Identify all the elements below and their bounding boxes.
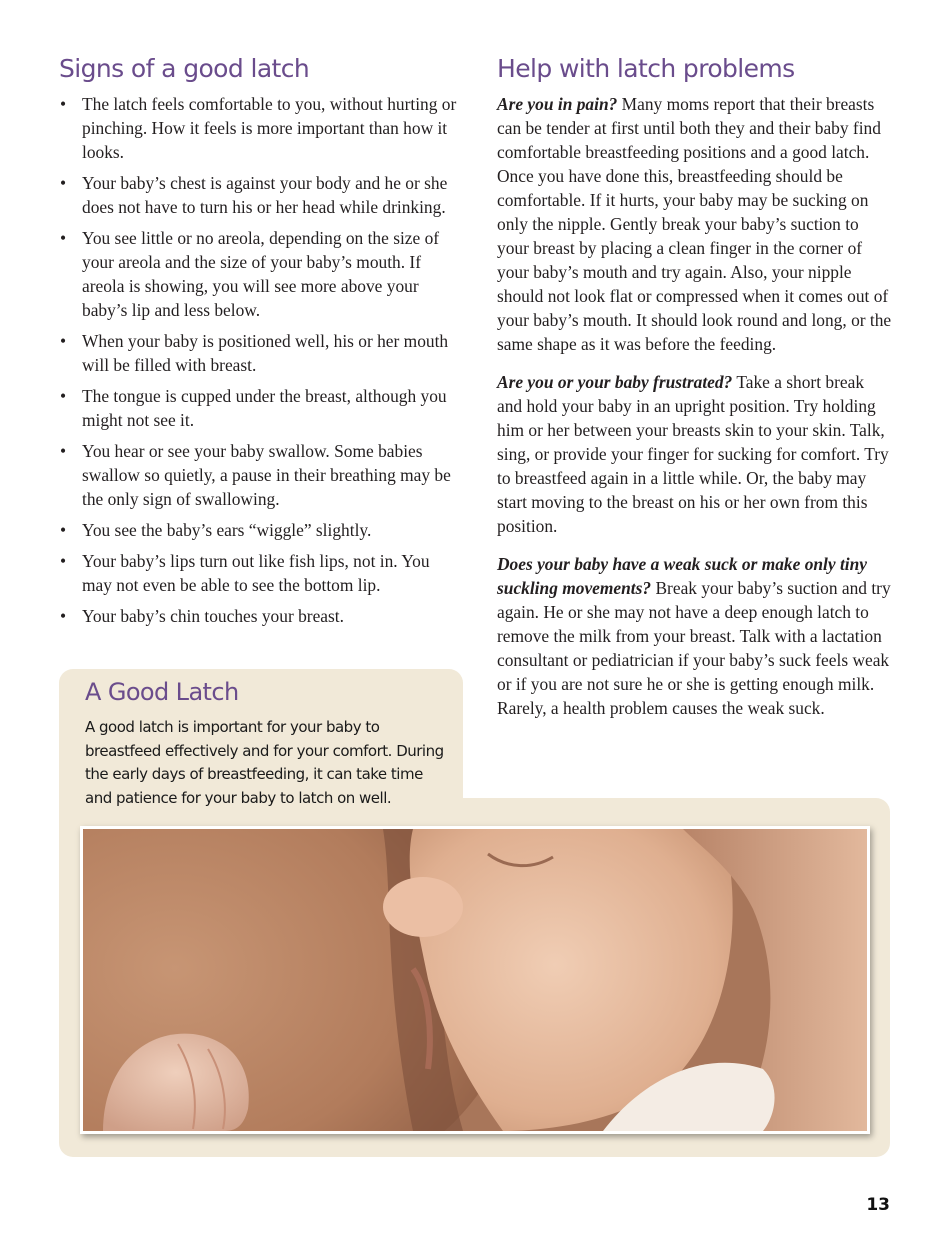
list-item	[59, 384, 459, 432]
paragraph-lead: Are you in pain?	[497, 94, 618, 114]
paragraph-lead: Does your baby have a weak suck or make only tiny suckling movements?	[497, 554, 868, 598]
list-item-text: The tongue is cupped under the breast, although you might not see it.	[82, 386, 447, 430]
list-item-text: You hear or see your baby swallow. Some babies swallow so quietly, a pause in their breathing may be the only sign of swallowing.	[82, 441, 451, 509]
list-item-text: Your baby’s chest is against your body and he or she does not have to turn his or her head while drinking.	[82, 173, 448, 217]
list-item-text: You see the baby’s ears “wiggle” slightly.	[82, 520, 372, 540]
list-item	[59, 226, 459, 322]
list-item	[59, 92, 459, 164]
list-item-text: The latch feels comfortable to you, without hurting or pinching. How it feels is more important than how it looks.	[82, 94, 457, 162]
list-item	[59, 439, 459, 511]
callout-body: A good latch is important for your baby to breastfeed effectively and for your comfort. During the early days of breastfeeding, it can take time and patience for your baby to latch on well.	[85, 718, 444, 807]
paragraph-pain	[497, 92, 893, 356]
bullet-marker: •	[60, 386, 67, 406]
page-number: 13	[866, 1195, 890, 1215]
list-item	[59, 329, 459, 377]
list-item	[59, 518, 459, 542]
list-item	[59, 171, 459, 219]
list-item	[59, 549, 459, 597]
bullet-marker: •	[60, 441, 67, 461]
bullet-marker: •	[60, 228, 67, 248]
list-item-text: You see little or no areola, depending on the size of your areola and the size of your baby’s mouth. If areola is showing, you will see more above your baby’s lip and less below.	[82, 228, 440, 320]
bullet-marker: •	[60, 606, 67, 626]
bullet-marker: •	[60, 94, 67, 114]
bullet-marker: •	[60, 173, 67, 193]
bullet-marker: •	[60, 331, 67, 351]
latch-problems-body	[497, 92, 893, 734]
breastfeeding-photo	[83, 829, 867, 1131]
paragraph-weak-suck	[497, 552, 893, 720]
paragraph-text: Break your baby’s suction and try again. He or she may not have a deep enough latch to remove the milk from your breast. Talk with a lactation consultant or pediatrician if your baby’s suck feels weak or if you are not sure he or she is getting enough milk. Rarely, a health problem causes the weak suck.	[497, 578, 891, 718]
callout-title: A Good Latch	[85, 678, 239, 706]
paragraph-text: Many moms report that their breasts can be tender at first until both they and their baby find comfortable breastfeeding positions and a good latch. Once you have done this, breastfeeding should be comfortable. If it hurts, your baby may be sucking on only the nipple. Gently break your baby’s suction to your breast by placing a clean finger in the corner of your baby’s mouth and try again. Also, your nipple should not look flat or compressed when it comes out of your baby’s mouth. It should look round and long, or the same shape as it was before the feeding.	[497, 94, 892, 354]
list-item-text: When your baby is positioned well, his or her mouth will be filled with breast.	[82, 331, 449, 375]
list-item	[59, 604, 459, 628]
bullet-marker: •	[60, 520, 67, 540]
photo-frame	[80, 826, 870, 1134]
paragraph-text: Take a short break and hold your baby in an upright position. Try holding him or her between your breasts skin to your skin. Talk, sing, or provide your finger for sucking for comfort. Try to breastfeed again in a little while. Or, the baby may start moving to the breast on his or her own from this position.	[497, 372, 889, 536]
good-latch-signs-list	[59, 92, 459, 635]
breastfeeding-photo-illustration	[83, 829, 867, 1131]
section-heading-signs-of-good-latch: Signs of a good latch	[59, 54, 310, 83]
paragraph-lead: Are you or your baby frustrated?	[497, 372, 733, 392]
list-item-text: Your baby’s lips turn out like fish lips, not in. You may not even be able to see the bottom lip.	[82, 551, 430, 595]
list-item-text: Your baby’s chin touches your breast.	[82, 606, 344, 626]
paragraph-frustrated	[497, 370, 893, 538]
bullet-marker: •	[60, 551, 67, 571]
section-heading-latch-problems: Help with latch problems	[497, 54, 795, 83]
